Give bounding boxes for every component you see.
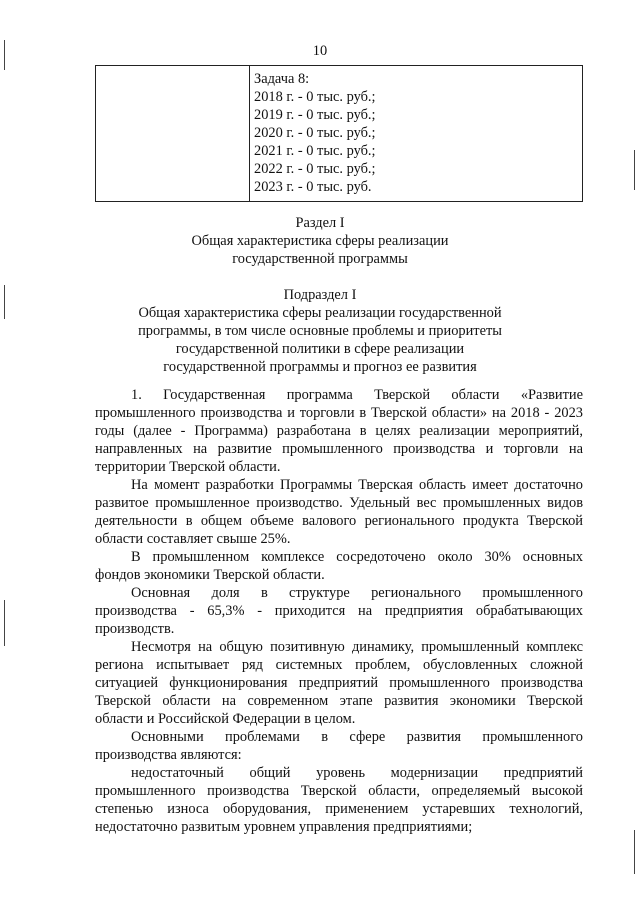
paragraph-3 (95, 549, 583, 585)
text-line: развитое промышленное производство. Удельный вес промышленных видов (95, 495, 583, 511)
text-line: На момент разработки Программы Тверская область имеет достаточно (131, 477, 583, 493)
subsection-subtitle-line: программы, в том числе основные проблемы и приоритеты (138, 323, 502, 339)
scan-margin-mark (634, 830, 635, 874)
text-line: промышленного производства и торговли в Тверской области» на 2018 - 2023 (95, 405, 583, 421)
paragraph-5 (95, 639, 583, 729)
text-line: годы (далее - Программа) разработана в целях реализации мероприятий, (95, 423, 583, 439)
table-line-task: Задача 8: (254, 71, 310, 87)
text-line: Тверской области на современном этапе развития экономики Тверской (95, 693, 583, 709)
subsection-heading (0, 287, 640, 377)
text-line: промышленного производства Тверской области, определяемый высокой (95, 783, 583, 799)
text-line: недостаточно развитым уровнем управления предприятиями; (95, 819, 473, 835)
section-subtitle-line: Общая характеристика сферы реализации (191, 233, 449, 249)
table-line-2019: 2019 г. - 0 тыс. руб.; (254, 107, 376, 123)
text-line: фондов экономики Тверской области. (95, 567, 325, 583)
table-cell-funding (250, 66, 583, 202)
text-line: производства - 65,3% - приходится на предприятия обрабатывающих (95, 603, 583, 619)
table-line-2021: 2021 г. - 0 тыс. руб.; (254, 143, 376, 159)
section-title: Раздел I (295, 215, 345, 231)
text-line: направленных на развитие промышленного производства и торговли на (95, 441, 583, 457)
text-line: деятельности в общем объеме валового регионального продукта Тверской (95, 513, 583, 529)
scan-margin-mark (634, 150, 635, 190)
subsection-subtitle-line: Общая характеристика сферы реализации государственной (138, 305, 502, 321)
paragraph-2 (95, 477, 583, 549)
text-line: производства являются: (95, 747, 242, 763)
text-line: области и Российской Федерации в целом. (95, 711, 356, 727)
table-cell-empty (96, 66, 250, 202)
text-line: региона испытывает ряд системных проблем, обусловленных сложной (95, 657, 583, 673)
subsection-title: Подраздел I (283, 287, 357, 303)
table-line-2020: 2020 г. - 0 тыс. руб.; (254, 125, 376, 141)
text-line: ситуацией функционирования предприятий промышленного производства (95, 675, 583, 691)
paragraph-1 (95, 387, 583, 477)
table-row (96, 66, 583, 202)
subsection-subtitle-line: государственной программы и прогноз ее развития (163, 359, 477, 375)
text-line: территории Тверской области. (95, 459, 281, 475)
table-line-2022: 2022 г. - 0 тыс. руб.; (254, 161, 376, 177)
paragraph-6 (95, 729, 583, 765)
text-line: Основными проблемами в сфере развития промышленного (131, 729, 583, 745)
text-line: В промышленном комплексе сосредоточено около 30% основных (131, 549, 583, 565)
text-line: недостаточный общий уровень модернизации предприятий (131, 765, 583, 781)
paragraph-4 (95, 585, 583, 639)
text-line: Основная доля в структуре регионального промышленного (131, 585, 583, 601)
table-line-2018: 2018 г. - 0 тыс. руб.; (254, 89, 376, 105)
section-subtitle-line: государственной программы (232, 251, 408, 267)
funding-table (95, 65, 583, 202)
section-heading (0, 215, 640, 269)
body-text (95, 387, 583, 837)
text-line: степенью износа оборудования, применением устаревших технологий, (95, 801, 583, 817)
subsection-subtitle-line: государственной политики в сфере реализации (175, 341, 465, 357)
scan-margin-mark (4, 600, 5, 646)
text-line: Несмотря на общую позитивную динамику, промышленный комплекс (131, 639, 583, 655)
text-line: 1. Государственная программа Тверской области «Развитие (131, 387, 583, 403)
scan-margin-mark (4, 285, 5, 319)
text-line: области составляет свыше 25%. (95, 531, 291, 547)
page-number: 10 (312, 43, 328, 59)
text-line: производств. (95, 621, 175, 637)
scan-margin-mark (4, 40, 5, 70)
table-line-2023: 2023 г. - 0 тыс. руб. (254, 179, 372, 195)
paragraph-7 (95, 765, 583, 837)
